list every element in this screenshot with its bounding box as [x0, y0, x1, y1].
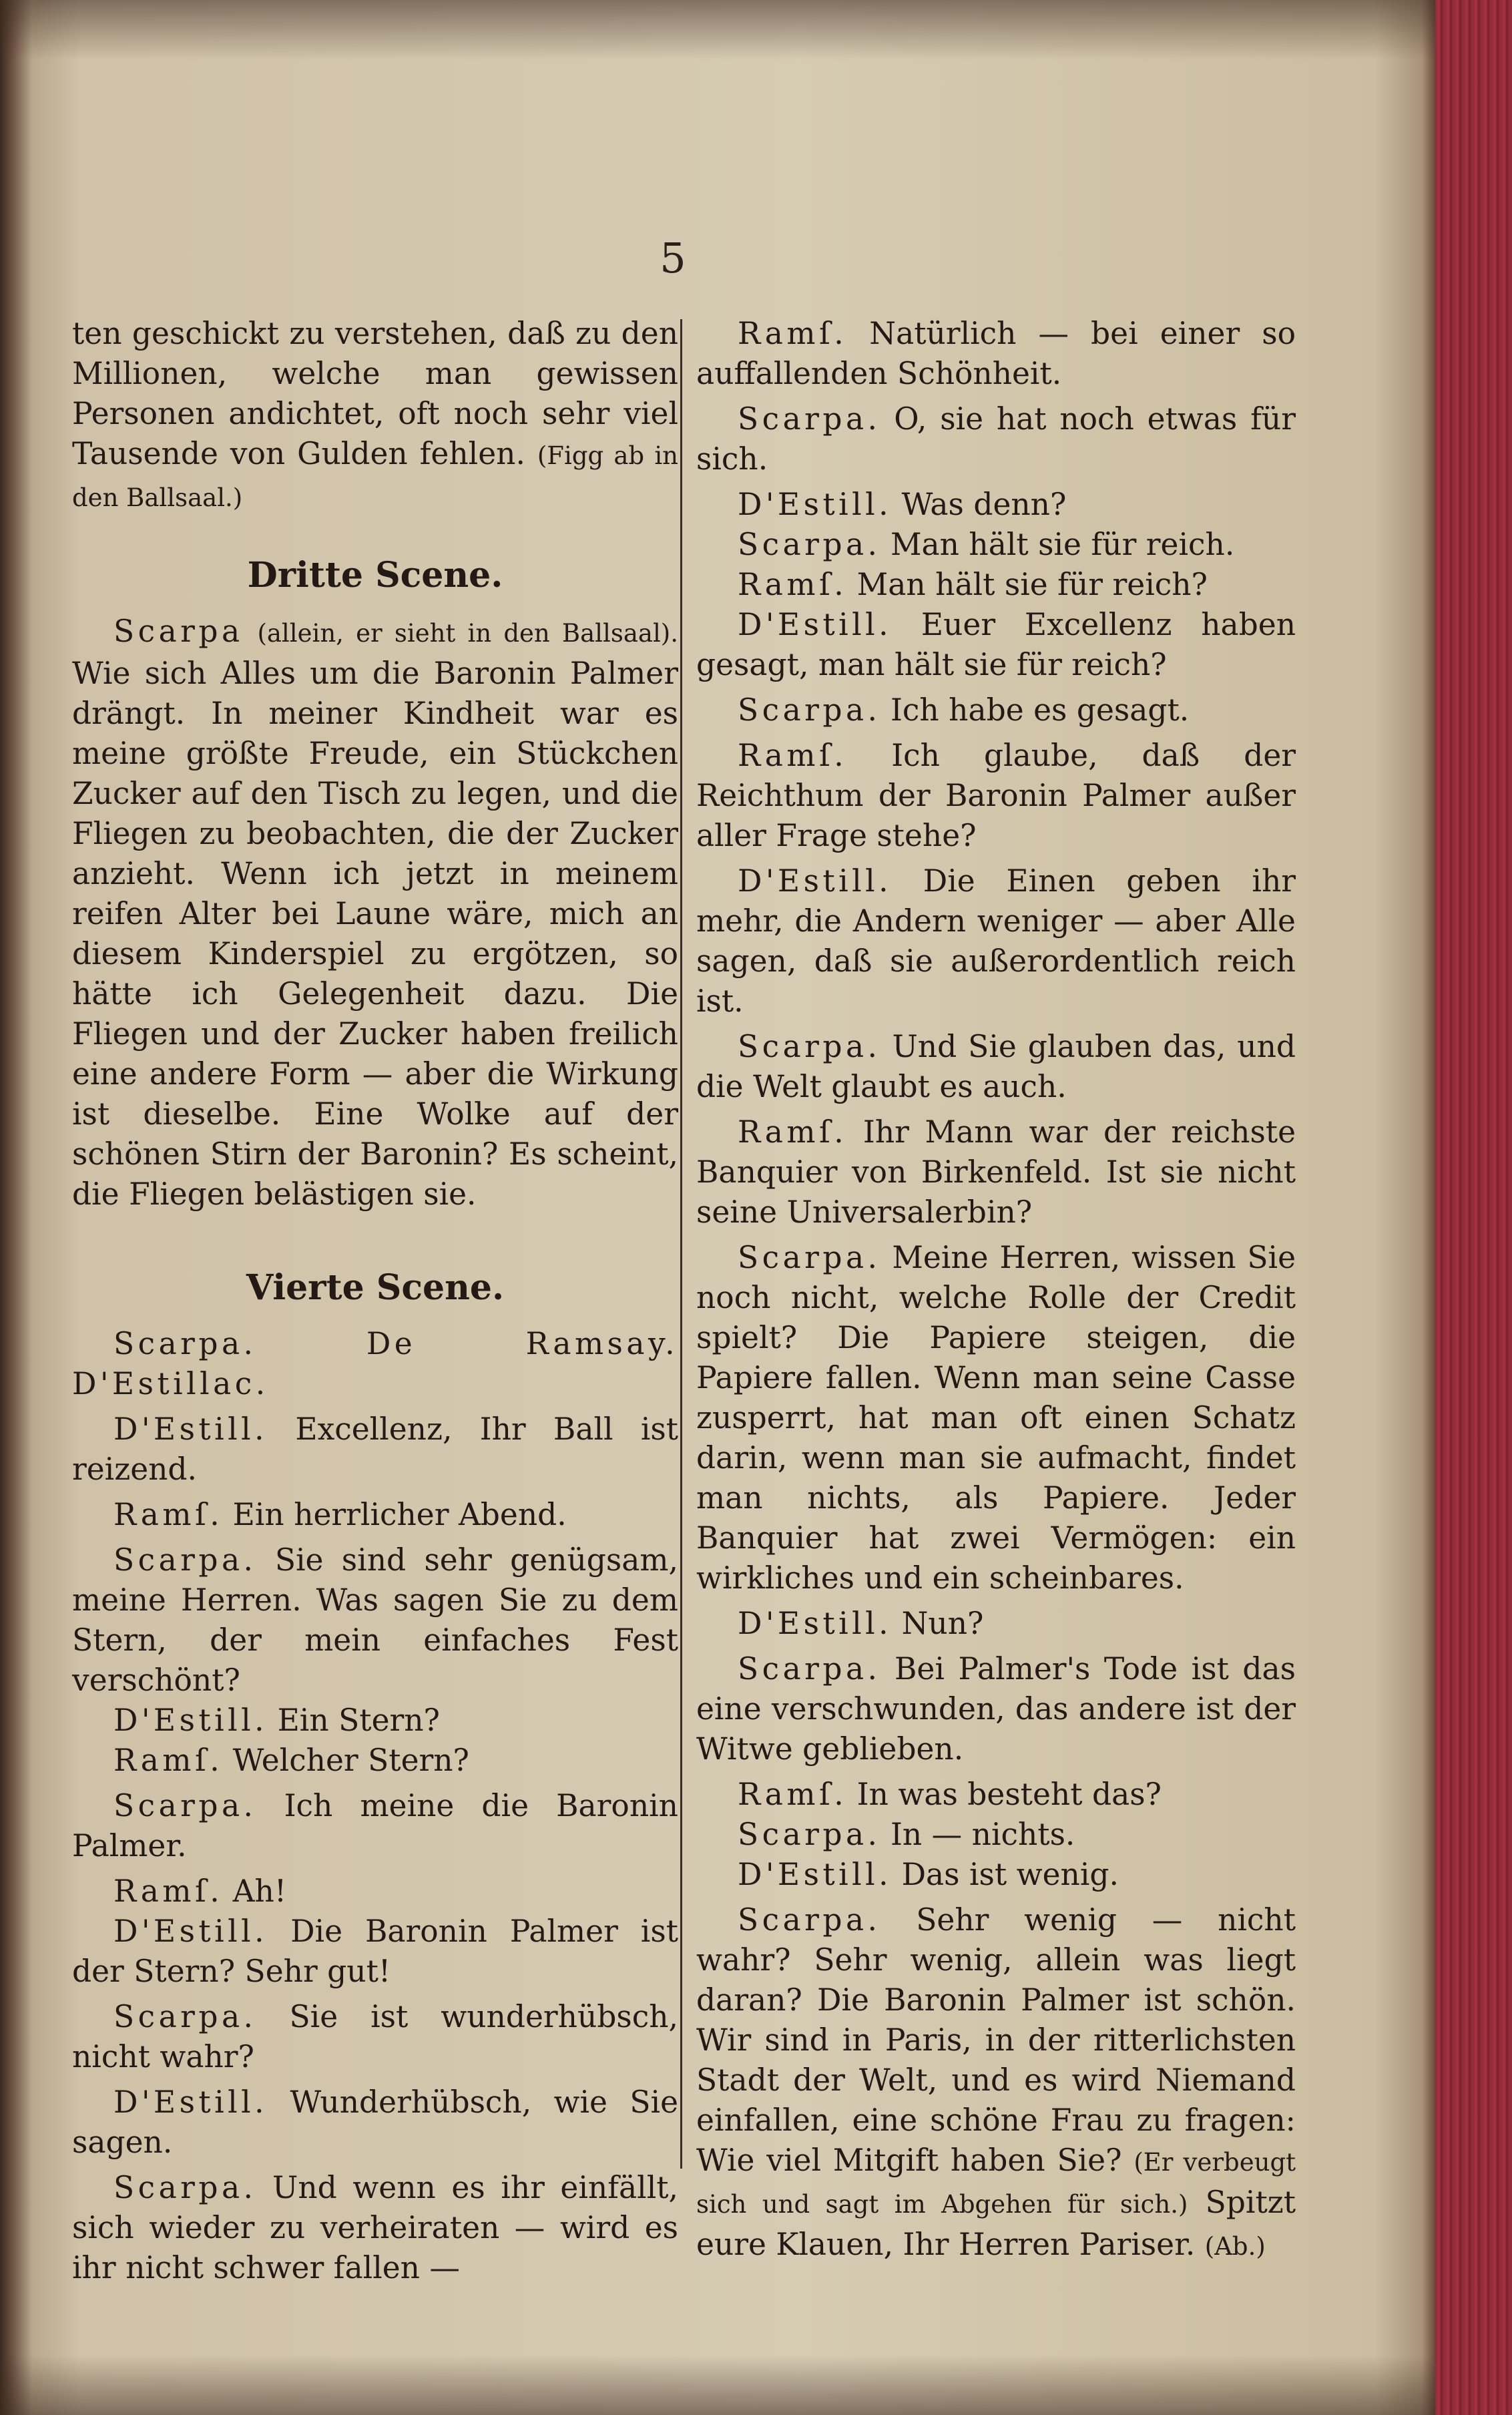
- speaker: D'Estill.: [113, 2084, 268, 2120]
- speaker: D'Estill.: [113, 1703, 268, 1738]
- scene-heading: Vierte Scene.: [246, 1267, 505, 1308]
- speech-text: Ihr Mann war der reichste Banquier von Birkenfeld. Ist sie nicht seine Universalerbin?: [696, 1114, 1296, 1230]
- speech-text: Sehr wenig — nicht wahr? Sehr wenig, allein was liegt daran? Die Baronin Palmer ist schön. Wir sind in Paris, in der ritterlichsten Stadt der Welt, und es wird Niemand einfallen, eine schöne Frau zu fragen: Wie viel Mitgift haben Sie?: [696, 1902, 1296, 2178]
- speech: [72, 2168, 678, 2288]
- speaker: Scarpa.: [113, 1999, 257, 2034]
- speaker: Ramſ.: [738, 1777, 848, 1812]
- speech-text: Und wenn es ihr einfällt, sich wieder zu verheiraten — wird es ihr nicht schwer fallen —: [72, 2170, 678, 2285]
- speech-text: Man hält sie für reich?: [856, 567, 1208, 602]
- speaker: D'Estill.: [738, 607, 893, 642]
- speech: [696, 485, 1296, 525]
- speech-text: Das ist wenig.: [901, 1857, 1119, 1892]
- scene-heading: Dritte Scene.: [247, 555, 503, 596]
- speech-text: Sie sind sehr genügsam, meine Herren. Was sagen Sie zu dem Stern, der mein einfaches Fest verschönt?: [72, 1542, 678, 1698]
- speech: [72, 1786, 678, 1866]
- speech: [696, 1649, 1296, 1769]
- stage-direction: (Figg ab in den Ballsaal.): [72, 441, 678, 512]
- speaker: Ramſ.: [113, 1743, 224, 1778]
- speaker: Scarpa.: [738, 401, 881, 437]
- speech: [696, 1238, 1296, 1598]
- speaker: D'Estill.: [738, 1606, 893, 1641]
- speaker: Scarpa.: [738, 1902, 881, 1938]
- speech: [696, 314, 1296, 394]
- speaker: Scarpa.: [738, 1817, 881, 1852]
- speaker: Ramſ.: [738, 316, 848, 351]
- column-rule: [680, 319, 682, 2169]
- cast-list: Scarpa. De Ramsay. D'Estillac.: [72, 1326, 678, 1401]
- page-number: 5: [660, 234, 686, 282]
- speech: [696, 1900, 1296, 2267]
- speech-text: Ich glaube, daß der Reichthum der Baronin Palmer außer aller Frage stehe?: [696, 738, 1296, 853]
- speaker: D'Estill.: [738, 863, 893, 899]
- paragraph: [72, 314, 678, 518]
- speech-text: Excellenz, Ihr Ball ist reizend.: [72, 1411, 679, 1487]
- speech-text: Man hält sie für reich.: [890, 527, 1235, 562]
- speech-text: Sie ist wunderhübsch, nicht wahr?: [72, 1999, 678, 2074]
- speaker: D'Estill.: [113, 1914, 268, 1949]
- speech-text: Die Einen geben ihr mehr, die Andern weniger — aber Alle sagen, daß sie außerordentlich reich ist.: [696, 863, 1296, 1019]
- speech-text: In was besteht das?: [856, 1777, 1162, 1812]
- page-bottom-shadow: [0, 2355, 1435, 2415]
- speech-text: Welcher Stern?: [232, 1743, 469, 1778]
- left-column: [72, 314, 678, 2288]
- speech: [72, 612, 678, 1215]
- speech: [696, 1855, 1296, 1895]
- speech: [696, 1604, 1296, 1644]
- speech-text: Und Sie glauben das, und die Welt glaubt es auch.: [696, 1029, 1296, 1104]
- speech-text: Was denn?: [901, 487, 1067, 522]
- speech-text: Die Baronin Palmer ist der Stern? Sehr gut!: [72, 1914, 678, 1989]
- speech: [696, 525, 1296, 565]
- speech-text: Ein Stern?: [277, 1703, 440, 1738]
- stage-direction: (Er verbeugt sich und sagt im Abgehen für sich.): [696, 2148, 1296, 2219]
- speaker: Scarpa.: [113, 1788, 257, 1823]
- speech: [696, 861, 1296, 1022]
- speech: [72, 1495, 678, 1535]
- speech-text: Wunderhübsch, wie Sie sagen.: [72, 2084, 679, 2160]
- speech-text: Spitzt eure Klauen, Ihr Herren Pariser.: [696, 2185, 1296, 2262]
- speech: [696, 565, 1296, 605]
- speech: [696, 1815, 1296, 1855]
- speaker: D'Estill.: [113, 1411, 268, 1447]
- speech-text: Ein herrlicher Abend.: [232, 1497, 567, 1532]
- speech: [696, 690, 1296, 730]
- speech: [696, 1775, 1296, 1815]
- speaker: D'Estill.: [738, 487, 893, 522]
- speech: [72, 1409, 678, 1490]
- page-top-shadow: [0, 0, 1435, 60]
- speech-text: Wie sich Alles um die Baronin Palmer drängt. In meiner Kindheit war es meine größte Freude, ein Stückchen Zucker auf den Tisch zu legen, und die Fliegen zu beobachten, die der Zucker anzieht. Wenn ich jetzt in meinem reifen Alter bei Laune wäre, mich an diesem Kinderspiel zu ergötzen, so hätte ich Gelegenheit dazu. Die Fliegen und der Zucker haben freilich eine andere Form — aber die Wirkung ist dieselbe. Eine Wolke auf der schönen Stirn der Baronin? Es scheint, die Fliegen belästigen sie.: [72, 656, 678, 1212]
- speaker: Scarpa.: [113, 2170, 257, 2205]
- speech: [696, 736, 1296, 856]
- speech-text: Nun?: [901, 1606, 984, 1641]
- speech-text: Bei Palmer's Tode ist das eine verschwunden, das andere ist der Witwe geblieben.: [696, 1651, 1296, 1767]
- speaker: Scarpa.: [738, 1240, 881, 1275]
- speaker: Ramſ.: [113, 1874, 224, 1909]
- speaker: Scarpa.: [738, 1651, 881, 1687]
- speech: [72, 1701, 678, 1741]
- speaker: Ramſ.: [113, 1497, 224, 1532]
- speaker: Scarpa.: [738, 692, 881, 728]
- speech: [72, 2082, 678, 2163]
- speech-text: In — nichts.: [890, 1817, 1075, 1852]
- right-column: [696, 314, 1296, 2267]
- speech-text: Ich meine die Baronin Palmer.: [72, 1788, 678, 1863]
- speech: [72, 1741, 678, 1781]
- speaker: Scarpa.: [738, 1029, 881, 1064]
- speech-text: Ich habe es gesagt.: [890, 692, 1190, 728]
- speech: [72, 1997, 678, 2077]
- speaker: Ramſ.: [738, 567, 848, 602]
- speech: [72, 1912, 678, 1992]
- speech-text: Ah!: [232, 1874, 287, 1909]
- speech: [696, 1027, 1296, 1107]
- speech-text: Euer Excellenz haben gesagt, man hält sie für reich?: [696, 607, 1296, 682]
- speech-text: Natürlich — bei einer so auffallenden Schönheit.: [696, 316, 1296, 391]
- speaker: Scarpa: [113, 614, 244, 649]
- speech: [696, 605, 1296, 685]
- speech: [696, 1112, 1296, 1233]
- speech-text: Meine Herren, wissen Sie noch nicht, welche Rolle der Credit spielt? Die Papiere steigen, die Papiere fallen. Wenn man seine Casse zusperrt, hat man oft einen Schatz darin, wenn man sie aufmacht, findet man nichts, als Papiere. Jeder Banquier hat zwei Vermögen: ein wirkliches und ein scheinbares.: [696, 1240, 1296, 1596]
- speaker: Scarpa.: [738, 527, 881, 562]
- speech: [72, 1872, 678, 1912]
- speech-text: O, sie hat noch etwas für sich.: [696, 401, 1296, 477]
- stage-direction: (allein, er sieht in den Ballsaal).: [257, 619, 678, 648]
- speech: [72, 1540, 678, 1701]
- stage-direction: (Ab.): [1204, 2232, 1266, 2261]
- paragraph-text: ten geschickt zu verstehen, daß zu den Millionen, welche man gewissen Personen andichtet, oft noch sehr viel Tausende von Gulden fehlen.: [72, 316, 678, 471]
- page-fore-edge: [1435, 0, 1512, 2415]
- speaker: D'Estill.: [738, 1857, 893, 1892]
- speaker: Ramſ.: [738, 1114, 848, 1150]
- speaker: Scarpa.: [113, 1542, 257, 1578]
- speaker: Ramſ.: [738, 738, 848, 773]
- speech: [696, 399, 1296, 479]
